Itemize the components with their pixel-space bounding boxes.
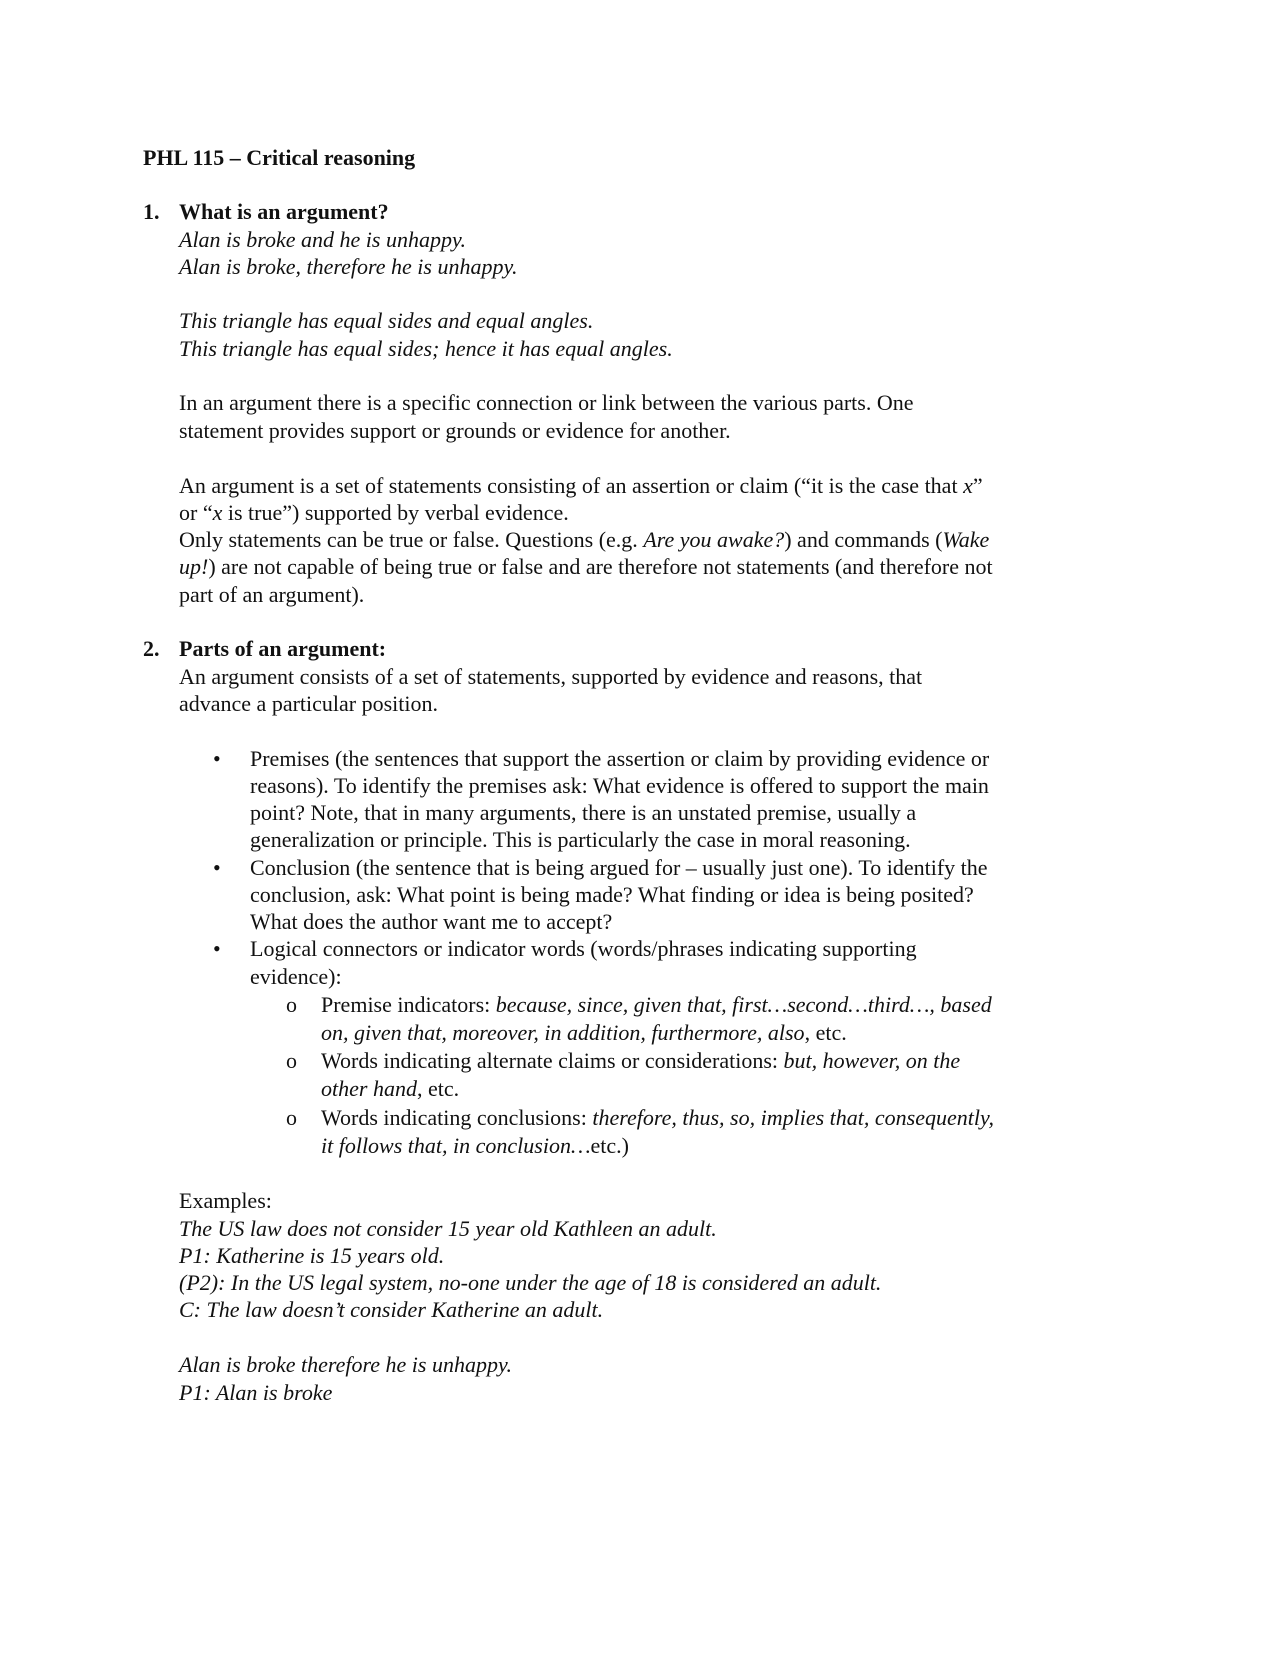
- text: ) are not capable of being true or false and are therefore not statements (and therefore not: [208, 554, 993, 579]
- text: etc.): [590, 1133, 629, 1158]
- sub-item-line: [321, 1019, 847, 1047]
- example-line: Alan is broke therefore he is unhappy.: [179, 1352, 512, 1377]
- sub-item-line: [321, 1104, 994, 1132]
- text: , etc.: [416, 1076, 460, 1101]
- text: or “: [179, 500, 213, 525]
- paragraph-line: [179, 472, 983, 500]
- text: because, since, given that, first…second…third…, based: [495, 992, 992, 1017]
- list-item-line: Conclusion (the sentence that is being argued for – usually just one). To identify the: [250, 855, 988, 880]
- list-item-line: conclusion, ask: What point is being made? What finding or idea is being posited?: [250, 882, 974, 907]
- section-2-heading: Parts of an argument:: [179, 636, 387, 661]
- document-title: PHL 115 – Critical reasoning: [143, 145, 416, 170]
- sub-item-line: [321, 1075, 459, 1103]
- text: Words indicating alternate claims or considerations:: [321, 1048, 784, 1073]
- text: ) and commands (: [784, 527, 943, 552]
- text: An argument is a set of statements consisting of an assertion or claim (“it is the case that: [179, 473, 964, 498]
- text: it follows that, in conclusion…: [321, 1133, 591, 1158]
- example-line: This triangle has equal sides; hence it has equal angles.: [179, 336, 673, 361]
- text: is true”) supported by verbal evidence.: [222, 500, 569, 525]
- text: up!: [179, 554, 209, 579]
- text: on, given that, moreover, in addition, furthermore, also: [321, 1020, 805, 1045]
- example-line: (P2): In the US legal system, no-one under the age of 18 is considered an adult.: [179, 1270, 882, 1295]
- bullet-icon: •: [213, 855, 221, 880]
- text: Premise indicators:: [321, 992, 496, 1017]
- example-line: C: The law doesn’t consider Katherine an adult.: [179, 1297, 604, 1322]
- list-item-line: generalization or principle. This is particularly the case in moral reasoning.: [250, 827, 911, 852]
- sub-bullet-icon: o: [286, 1048, 297, 1073]
- list-item-line: Logical connectors or indicator words (words/phrases indicating supporting: [250, 936, 917, 961]
- sub-item-line: [321, 991, 992, 1019]
- text: Are you awake?: [643, 527, 785, 552]
- list-item-line: point? Note, that in many arguments, there is an unstated premise, usually a: [250, 800, 917, 825]
- section-1-number: 1.: [143, 199, 160, 224]
- text: but, however, on the: [783, 1048, 961, 1073]
- example-line: Alan is broke and he is unhappy.: [179, 227, 466, 252]
- text: ”: [972, 473, 983, 498]
- example-line: The US law does not consider 15 year old Kathleen an adult.: [179, 1216, 717, 1241]
- paragraph-line: part of an argument).: [179, 582, 365, 607]
- sub-item-line: [321, 1132, 629, 1160]
- paragraph-line: statement provides support or grounds or evidence for another.: [179, 418, 731, 443]
- example-line: P1: Katherine is 15 years old.: [179, 1243, 445, 1268]
- text: Wake: [942, 527, 990, 552]
- text: Only statements can be true or false. Questions (e.g.: [179, 527, 644, 552]
- example-line: Alan is broke, therefore he is unhappy.: [179, 254, 518, 279]
- text: x: [963, 473, 973, 498]
- example-line: This triangle has equal sides and equal angles.: [179, 308, 594, 333]
- text: Words indicating conclusions:: [321, 1105, 593, 1130]
- sub-bullet-icon: o: [286, 992, 297, 1017]
- paragraph-line: An argument consists of a set of statements, supported by evidence and reasons, that: [179, 664, 923, 689]
- bullet-icon: •: [213, 936, 221, 961]
- text: , etc.: [804, 1020, 847, 1045]
- section-1-heading: What is an argument?: [179, 199, 389, 224]
- paragraph-line: [179, 553, 993, 581]
- text: other hand: [321, 1076, 417, 1101]
- list-item-line: Premises (the sentences that support the assertion or claim by providing evidence or: [250, 746, 990, 771]
- list-item-line: reasons). To identify the premises ask: What evidence is offered to support the main: [250, 773, 989, 798]
- sub-bullet-icon: o: [286, 1105, 297, 1130]
- paragraph-line: [179, 499, 569, 527]
- bullet-icon: •: [213, 746, 221, 771]
- sub-item-line: [321, 1047, 960, 1075]
- examples-label: Examples:: [179, 1188, 272, 1213]
- text: therefore, thus, so, implies that, consequently,: [592, 1105, 995, 1130]
- list-item-line: evidence):: [250, 964, 342, 989]
- text: x: [212, 500, 223, 525]
- paragraph-line: [179, 526, 989, 554]
- paragraph-line: In an argument there is a specific connection or link between the various parts. One: [179, 390, 914, 415]
- example-line: P1: Alan is broke: [179, 1380, 333, 1405]
- list-item-line: What does the author want me to accept?: [250, 909, 613, 934]
- paragraph-line: advance a particular position.: [179, 691, 439, 716]
- section-2-number: 2.: [143, 636, 160, 661]
